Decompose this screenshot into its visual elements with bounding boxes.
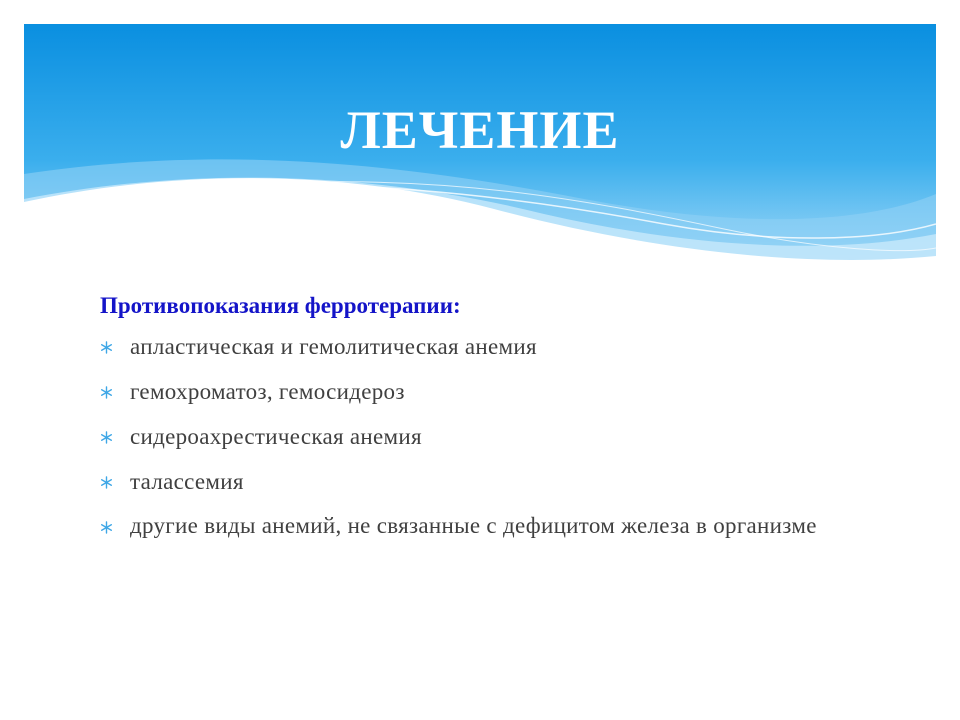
asterisk-icon [100, 431, 113, 444]
slide-title: ЛЕЧЕНИЕ [340, 100, 620, 160]
list-item-text: сидероахрестическая анемия [130, 424, 422, 449]
asterisk-icon [100, 521, 113, 534]
asterisk-icon [100, 476, 113, 489]
list-item [100, 419, 860, 455]
list-item [100, 329, 860, 365]
content-area [100, 288, 860, 551]
list-item-text: другие виды анемий, не связанные с дефицитом железа в организме [130, 513, 817, 538]
asterisk-icon [100, 341, 113, 354]
list-item-text: апластическая и гемолитическая анемия [130, 334, 537, 359]
list-item-text: гемохроматоз, гемосидероз [130, 379, 405, 404]
list-item [100, 464, 860, 500]
subtitle: Противопоказания ферротерапии: [100, 293, 461, 318]
asterisk-icon [100, 386, 113, 399]
list-item-text: талассемия [130, 469, 244, 494]
list-item [100, 374, 860, 410]
list-item [100, 509, 860, 542]
contraindications-list [100, 329, 860, 542]
header-banner [24, 24, 936, 270]
